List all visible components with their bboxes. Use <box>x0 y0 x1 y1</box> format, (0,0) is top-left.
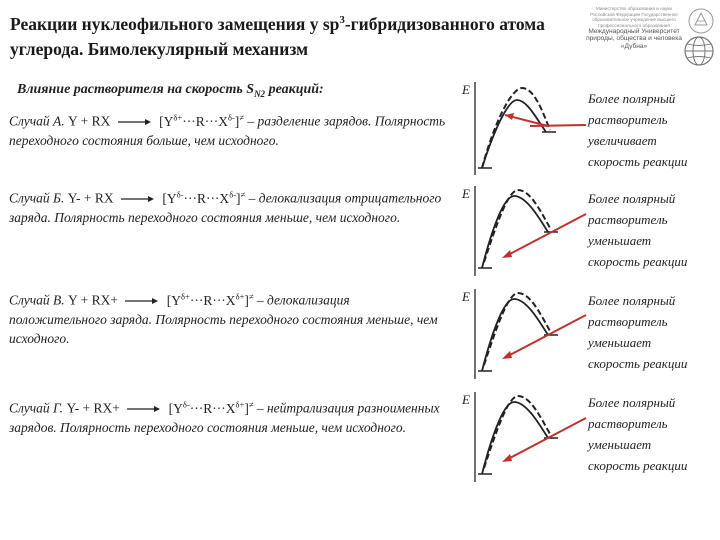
case-reactants: Y- + RX <box>67 190 114 206</box>
case-description-cont: Полярность переходного состояния больше, чем исходного. <box>9 113 446 148</box>
reaction-arrow-icon <box>121 195 155 203</box>
reaction-arrow-icon <box>127 405 161 413</box>
case-b <box>9 185 449 227</box>
logo-main-text: Международный Университет природы, общества и человека «Дубна» <box>586 28 682 50</box>
red-arrow-icon <box>506 418 586 460</box>
case-a <box>9 108 449 150</box>
case-description: – нейтрализация <box>256 400 355 416</box>
note-b <box>588 188 720 272</box>
note-line: растворитель <box>588 314 668 329</box>
case-d <box>9 395 449 437</box>
note-line: растворитель <box>588 112 668 127</box>
note-line: Более полярный <box>588 395 676 410</box>
reaction-arrow-icon <box>118 118 152 126</box>
case-description-cont: разноименных зарядов. Полярность переходного состояния меньше, чем исходного. <box>9 400 440 435</box>
case-reactants: Y- + RX+ <box>66 400 120 416</box>
case-reactants: Y + RX <box>68 113 111 129</box>
subheading-text: Влияние растворителя на скорость S <box>17 82 255 97</box>
energy-diagram-a <box>470 80 570 180</box>
case-reactants: Y + RX+ <box>68 292 119 308</box>
energy-axis-label: E <box>462 392 470 407</box>
solid-curve <box>482 100 546 168</box>
emblem-icon <box>686 6 716 36</box>
case-label: Случай Б. <box>9 190 65 206</box>
note-line: скорость реакции <box>588 154 688 169</box>
case-label: Случай В. <box>9 292 65 308</box>
note-line: скорость реакции <box>588 254 688 269</box>
title-line1-end: -гибридизованного атома <box>344 13 545 34</box>
case-description-cont: положительного заряда. Полярность переходного состояния меньше, чем исходного. <box>9 311 438 346</box>
note-line: Более полярный <box>588 293 676 308</box>
note-a <box>588 88 720 172</box>
energy-axis-label: E <box>462 289 470 304</box>
case-c <box>9 287 449 348</box>
note-line: Более полярный <box>588 91 676 106</box>
title-sup: 3 <box>339 14 345 26</box>
transition-state: $[Y^{\delta-}\cdot\cdot\cdot R\cdot\cdot\cdot X^{\delta-}]^\ne$ <box>162 189 246 206</box>
red-arrow-icon <box>506 214 586 256</box>
note-line: скорость реакции <box>588 356 688 371</box>
title-line1: Реакции нуклеофильного замещения у sp <box>10 13 340 34</box>
transition-state: $[Y^{\delta+}\cdot\cdot\cdot R\cdot\cdot\cdot X^{\delta-}]^\ne$ <box>159 112 244 129</box>
energy-diagram-d <box>470 390 570 485</box>
subheading <box>17 82 324 99</box>
note-line: Более полярный <box>588 191 676 206</box>
red-arrowhead-icon <box>505 113 514 120</box>
page-title <box>10 8 570 62</box>
note-d <box>588 392 720 476</box>
transition-state: $[Y^{\delta+}\cdot\cdot\cdot R\cdot\cdot\cdot X^{\delta+}]^\ne$ <box>166 291 254 308</box>
note-c <box>588 290 720 374</box>
note-line: растворитель <box>588 416 668 431</box>
case-description-cont: отрицательного заряда. Полярность переходного состояния меньше, чем исходного. <box>9 190 442 225</box>
case-description: – делокализация <box>248 190 342 206</box>
reaction-arrow-icon <box>125 297 159 305</box>
subheading-sub: N2 <box>254 88 266 99</box>
university-logo <box>578 4 718 68</box>
case-label: Случай Г. <box>9 400 64 416</box>
energy-axis-label: E <box>462 186 470 201</box>
transition-state: $[Y^{\delta-}\cdot\cdot\cdot R\cdot\cdot\cdot X^{\delta+}]^\ne$ <box>168 399 254 416</box>
energy-diagram-c <box>470 287 570 382</box>
note-line: растворитель <box>588 212 668 227</box>
subheading-end: реакций: <box>265 82 324 97</box>
red-pointer-line <box>530 125 586 126</box>
globe-icon <box>682 34 716 68</box>
case-description: – делокализация <box>256 292 350 308</box>
case-description: – разделение зарядов. <box>247 113 372 129</box>
energy-axis-label: E <box>462 82 470 97</box>
note-line: уменьшает <box>588 233 652 248</box>
note-line: скорость реакции <box>588 458 688 473</box>
case-label: Случай А. <box>9 113 65 129</box>
title-line2: углерода. Бимолекулярный механизм <box>10 38 309 59</box>
note-line: уменьшает <box>588 335 652 350</box>
logo-top-text: Министерство образования и науки Российской Федерации Государственное образовательное учреждение высшего профессионального образования <box>590 6 678 28</box>
red-arrow-icon <box>506 315 586 357</box>
note-line: увеличивает <box>588 133 657 148</box>
energy-diagram-b <box>470 184 570 279</box>
note-line: уменьшает <box>588 437 652 452</box>
